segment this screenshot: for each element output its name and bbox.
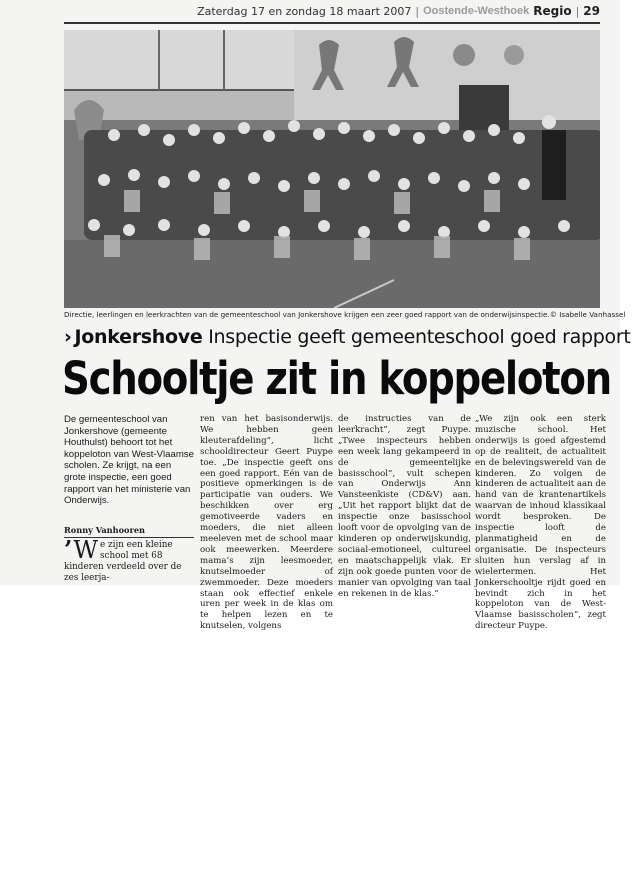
- header-separator: |: [415, 4, 420, 18]
- author-byline: Ronny Vanhooren: [64, 525, 194, 538]
- column-3-text: de instructies van de leerkracht”, zegt Puype. „Twee inspecteurs hebben een week lang gekampeerd in de gemeentelijke basisschool”, vult schepen van Onderwijs Ann Vansteenkiste (CD&V) aan. „Uit het rapport blijkt dat de inspectie onze basisschool looft voor de opvolging van de kinderen op onderwijskundig, sociaal-emotioneel, cultureel en maatschappelijk vlak. Er zijn ook goede punten voor de manier van opvolging van taal en rekenen in de klas.”: [338, 414, 471, 599]
- kicker-text: Inspectie geeft gemeenteschool goed rapport: [208, 326, 631, 348]
- intro-paragraph: [64, 414, 194, 507]
- lede-paragraph: [64, 535, 196, 584]
- page-number: 29: [583, 4, 600, 18]
- header-region: Oostende-Westhoek: [423, 5, 530, 17]
- kicker: [64, 326, 631, 348]
- lede-text: e zijn een kleine school met 68 kinderen verdeeld over de zes leerja-: [64, 540, 182, 583]
- drop-quote: ’: [64, 535, 73, 564]
- article-column-4: [475, 414, 606, 632]
- chevron-right-icon: ›: [64, 326, 72, 348]
- drop-initial: W: [73, 536, 99, 564]
- header-separator-2: |: [575, 4, 580, 18]
- article-column-2: [200, 414, 333, 632]
- column-4-text: „We zijn ook een sterk muzische school. Het onderwijs is goed afgestemd op de realiteit, de actualiteit en de belevingswereld van de kinderen. Zo volgen de kinderen de actualiteit aan de hand van de krantenartikels waarvan de inhoud klassikaal wordt besproken. De inspectie looft de planmatigheid en de organisatie. De inspecteurs sluiten hun verslag af in wielertermen. Het Jonkerschooltje rijdt goed en bevindt zich in het koppeloton van de West-Vlaamse basisscholen”, zegt directeur Puype.: [475, 414, 606, 632]
- photo-caption: [64, 310, 626, 319]
- photo-credit: © Isabelle Vanhassel: [549, 310, 626, 319]
- page-header: [0, 2, 600, 20]
- header-rule: [64, 22, 600, 24]
- header-section: Regio: [533, 4, 572, 18]
- kicker-place: Jonkershove: [74, 326, 203, 348]
- caption-text: Directie, leerlingen en leerkrachten van de gemeenteschool van Jonkershove krijgen een zeer goed rapport van de onderwijsinspectie.: [64, 310, 550, 319]
- column-2-text: ren van het basisonderwijs. We hebben geen kleuterafdeling”, licht schooldirecteur Geert Puype toe. „De inspectie geeft ons een goed rapport. Eén van de positieve opmerkingen is de participatie van ouders. We beschikken over erg gemotiveerde vaders en moeders, die niet alleen meeleven met de school maar ook meewerken. Meerdere mama’s zijn leesmoeder, knutselmoeder of zwemmoeder. Deze moeders staan ook effectief enkele uren per week in de klas om te helpen lezen en te knutselen, volgens: [200, 414, 333, 632]
- intro-text: De gemeenteschool van Jonkershove (gemeente Houthulst) behoort tot het koppeloton van West-Vlaamse scholen. Ze krijgt, na een grote inspectie, een goed rapport van het ministerie van Onderwijs.: [64, 414, 194, 507]
- group-photo: [64, 30, 600, 308]
- headline: Schooltje zit in koppeloton: [62, 352, 611, 405]
- group-photo-image: [64, 30, 600, 308]
- header-date: Zaterdag 17 en zondag 18 maart 2007: [197, 4, 412, 18]
- article-column-3: [338, 414, 471, 599]
